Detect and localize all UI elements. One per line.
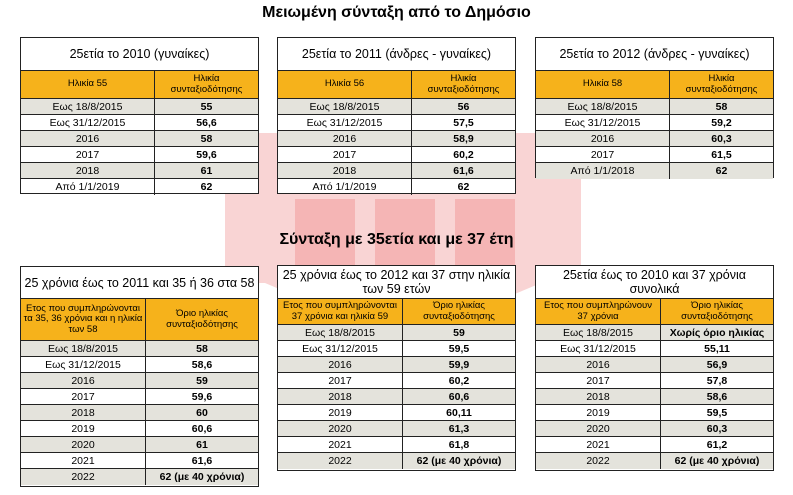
row-period: 2017 — [278, 147, 412, 162]
row-period: 2020 — [536, 421, 661, 436]
row-retirement-age: 56,9 — [706, 358, 728, 371]
row-retirement-age: 59,9 — [448, 358, 470, 371]
table-25-years-2011-men-women — [277, 37, 516, 194]
row-period: 2022 — [278, 453, 403, 469]
row-retirement-age: 59,6 — [191, 390, 213, 403]
row-period: 2016 — [21, 373, 146, 388]
table-title: 25 χρόνια έως το 2012 και 37 στην ηλικία των 59 ετών — [278, 266, 515, 299]
row-retirement-age: 60,6 — [191, 422, 213, 435]
row-period: 2018 — [21, 405, 146, 420]
row-retirement-age: 61,5 — [711, 148, 732, 161]
table-title: 25ετία το 2012 (άνδρες - γυναίκες) — [536, 38, 773, 71]
table-25-years-2012-37-at-59 — [277, 265, 516, 471]
row-period: 2016 — [536, 131, 670, 146]
table-row — [536, 115, 773, 131]
row-period: Από 1/1/2019 — [21, 179, 155, 195]
row-period: Εως 31/12/2015 — [21, 115, 155, 130]
table-header — [536, 71, 773, 99]
row-period: Από 1/1/2018 — [536, 163, 670, 179]
row-period: Εως 18/8/2015 — [278, 99, 412, 114]
row-period: 2018 — [536, 389, 661, 404]
row-period: 2017 — [536, 373, 661, 388]
table-row — [278, 99, 515, 115]
table-row — [21, 389, 258, 405]
row-retirement-age: 58 — [715, 100, 728, 113]
row-period: 2022 — [536, 453, 661, 469]
table-row — [278, 373, 515, 389]
table-header — [21, 71, 258, 99]
row-period: 2019 — [536, 405, 661, 420]
table-header — [536, 299, 773, 325]
row-retirement-age: 58,6 — [706, 390, 728, 403]
column-header-retirement-age: Ηλικία συνταξιοδότησης — [685, 73, 758, 95]
section-title-reduced-pension: Μειωμένη σύνταξη από το Δημόσιο — [262, 4, 531, 21]
table-25-years-2012-men-women — [535, 37, 774, 178]
table-row — [536, 453, 773, 469]
row-period: Εως 31/12/2015 — [278, 115, 412, 130]
row-period: 2016 — [21, 131, 155, 146]
row-retirement-age: 60,3 — [711, 132, 732, 145]
table-row — [21, 99, 258, 115]
table-row — [278, 325, 515, 341]
table-row — [536, 421, 773, 437]
row-period: Εως 18/8/2015 — [278, 325, 403, 340]
table-row — [278, 437, 515, 453]
row-retirement-age: 59,2 — [711, 116, 732, 129]
row-period: 2019 — [21, 421, 146, 436]
table-body — [21, 341, 258, 485]
row-period: 2019 — [278, 405, 403, 420]
table-row — [278, 163, 515, 179]
row-period: 2022 — [21, 469, 146, 485]
column-header-retirement-age: Ηλικία συνταξιοδότησης — [170, 73, 243, 95]
row-period: Εως 18/8/2015 — [536, 99, 670, 114]
row-retirement-age: 55,11 — [704, 342, 730, 355]
table-row — [536, 163, 773, 179]
table-row — [278, 179, 515, 195]
row-period: 2016 — [278, 357, 403, 372]
row-retirement-age: 60,2 — [453, 148, 474, 161]
row-period: 2020 — [21, 437, 146, 452]
table-row — [21, 131, 258, 147]
row-retirement-age: 57,5 — [453, 116, 474, 129]
row-retirement-age: 60 — [196, 406, 208, 419]
column-header-year: Ετος που συμπληρώνονται 37 χρόνια και ηλικία 59 — [278, 299, 403, 324]
table-row — [21, 437, 258, 453]
section-title-35-37-years: Σύνταξη με 35ετία και με 37 έτη — [279, 231, 514, 248]
column-header-year: Ετος που συμπληρώνουν 37 χρόνια — [536, 299, 661, 324]
row-period: 2021 — [278, 437, 403, 452]
table-body — [536, 325, 773, 469]
row-period: 2017 — [21, 147, 155, 162]
row-period: 2018 — [278, 163, 412, 178]
row-retirement-age: 61,6 — [453, 164, 474, 177]
table-body — [278, 325, 515, 469]
row-retirement-age: 55 — [200, 100, 213, 113]
table-row — [536, 99, 773, 115]
table-body — [536, 99, 773, 179]
table-row — [21, 179, 258, 195]
table-row — [21, 469, 258, 485]
row-period: Εως 18/8/2015 — [536, 325, 661, 340]
row-retirement-age: 58,9 — [453, 132, 474, 145]
row-period: Από 1/1/2019 — [278, 179, 412, 195]
column-header-year: Ετος που συμπληρώνονται τα 35, 36 χρόνια και η ηλικία των 58 — [21, 299, 146, 340]
table-row — [278, 115, 515, 131]
row-period: 2021 — [536, 437, 661, 452]
row-retirement-age: 61,3 — [448, 422, 470, 435]
table-header — [278, 299, 515, 325]
row-period: Εως 18/8/2015 — [21, 341, 146, 356]
table-row — [21, 357, 258, 373]
row-retirement-age: 62 (με 40 χρόνια) — [674, 455, 760, 467]
table-row — [278, 453, 515, 469]
table-row — [536, 147, 773, 163]
table-row — [536, 357, 773, 373]
row-period: Εως 31/12/2015 — [536, 341, 661, 356]
row-period: Εως 31/12/2015 — [536, 115, 670, 130]
row-retirement-age: 60,2 — [448, 374, 470, 387]
row-period: 2021 — [21, 453, 146, 468]
row-retirement-age: 62 (με 40 χρόνια) — [159, 471, 245, 483]
row-retirement-age: 60,3 — [706, 422, 728, 435]
table-25-years-2010-37-total — [535, 265, 774, 471]
row-retirement-age: 59,5 — [706, 406, 728, 419]
table-row — [21, 147, 258, 163]
row-retirement-age: 62 (με 40 χρόνια) — [416, 455, 502, 467]
table-header — [278, 71, 515, 99]
row-retirement-age: 59,5 — [448, 342, 470, 355]
row-retirement-age: 60,11 — [446, 406, 472, 419]
table-title: 25 χρόνια έως το 2011 και 35 ή 36 στα 58 — [21, 267, 258, 299]
table-row — [536, 437, 773, 453]
row-retirement-age: 61,6 — [191, 454, 213, 467]
row-period: 2018 — [21, 163, 155, 178]
row-retirement-age: 57,8 — [706, 374, 728, 387]
row-retirement-age: 59 — [453, 326, 465, 339]
table-row — [278, 389, 515, 405]
table-25-years-2011-35-36-at-58 — [20, 266, 259, 487]
row-period: Εως 18/8/2015 — [21, 99, 155, 114]
table-row — [21, 453, 258, 469]
row-retirement-age: 59,6 — [196, 148, 217, 161]
table-row — [21, 373, 258, 389]
row-retirement-age: 61,2 — [706, 438, 728, 451]
row-period: 2017 — [278, 373, 403, 388]
row-period: 2018 — [278, 389, 403, 404]
row-retirement-age: 62 — [457, 181, 470, 193]
row-retirement-age: 58 — [196, 342, 208, 355]
row-period: Εως 31/12/2015 — [278, 341, 403, 356]
row-period: 2020 — [278, 421, 403, 436]
row-period: Εως 31/12/2015 — [21, 357, 146, 372]
table-title: 25ετία έως το 2010 και 37 χρόνια συνολικά — [536, 266, 773, 299]
column-header-retirement-age: Όριο ηλικίας συνταξιοδότησης — [166, 308, 238, 330]
table-row — [536, 131, 773, 147]
table-row — [278, 357, 515, 373]
row-retirement-age: 58,6 — [191, 358, 213, 371]
column-header-age: Ηλικία 55 — [21, 71, 155, 98]
row-retirement-age: 60,6 — [448, 390, 470, 403]
row-period: 2016 — [278, 131, 412, 146]
row-retirement-age: 61 — [196, 438, 208, 451]
row-retirement-age: Χωρίς όριο ηλικίας — [669, 326, 765, 339]
row-retirement-age: 56 — [457, 100, 470, 113]
table-row — [21, 163, 258, 179]
table-25-years-2010-women — [20, 37, 259, 194]
table-row — [536, 389, 773, 405]
table-row — [21, 341, 258, 357]
table-title: 25ετία το 2010 (γυναίκες) — [21, 38, 258, 71]
table-row — [21, 421, 258, 437]
column-header-retirement-age: Όριο ηλικίας συνταξιοδότησης — [681, 300, 753, 322]
table-row — [278, 421, 515, 437]
row-period: 2016 — [536, 357, 661, 372]
row-period: 2017 — [21, 389, 146, 404]
table-row — [21, 115, 258, 131]
table-row — [21, 405, 258, 421]
table-row — [536, 405, 773, 421]
row-retirement-age: 58 — [200, 132, 213, 145]
column-header-age: Ηλικία 58 — [536, 71, 670, 98]
table-row — [278, 341, 515, 357]
table-title: 25ετία το 2011 (άνδρες - γυναίκες) — [278, 38, 515, 71]
table-row — [278, 405, 515, 421]
table-row — [536, 325, 773, 341]
column-header-age: Ηλικία 56 — [278, 71, 412, 98]
table-body — [278, 99, 515, 195]
row-retirement-age: 59 — [196, 374, 208, 387]
row-period: 2017 — [536, 147, 670, 162]
table-row — [536, 341, 773, 357]
table-header — [21, 299, 258, 341]
table-row — [278, 131, 515, 147]
row-retirement-age: 56,6 — [196, 116, 217, 129]
table-body — [21, 99, 258, 195]
row-retirement-age: 62 — [200, 181, 213, 193]
column-header-retirement-age: Ηλικία συνταξιοδότησης — [427, 73, 500, 95]
table-row — [536, 373, 773, 389]
row-retirement-age: 62 — [715, 165, 728, 177]
row-retirement-age: 61,8 — [448, 438, 470, 451]
column-header-retirement-age: Όριο ηλικίας συνταξιοδότησης — [423, 300, 495, 322]
row-retirement-age: 61 — [200, 164, 213, 177]
table-row — [278, 147, 515, 163]
